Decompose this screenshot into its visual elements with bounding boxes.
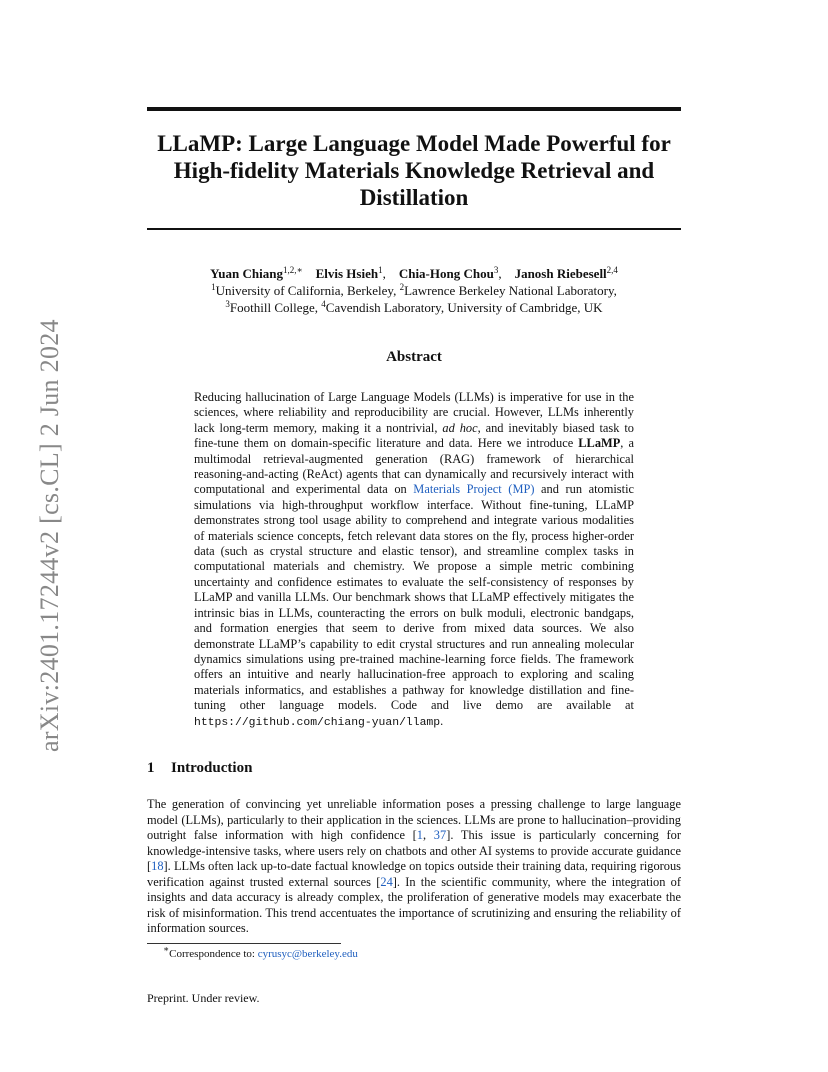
footnote-mark: ∗ [163, 944, 170, 954]
author-name: Janosh Riebesell [514, 266, 607, 281]
abstract-heading: Abstract [386, 349, 442, 365]
author-block [147, 265, 681, 316]
author-name: Yuan Chiang [210, 266, 283, 281]
affiliation-line-2: $^3$Foothill College, $^4$Cavendish Laboratory, University of Cambridge, UK [225, 299, 603, 315]
materials-project-link[interactable]: Materials Project (MP) [413, 482, 535, 497]
preprint-notice: Preprint. Under review. [147, 991, 260, 1005]
footnote: ∗Correspondence to: cyrusyc@berkeley.edu [163, 944, 358, 960]
paper-title [147, 130, 681, 211]
citation-link[interactable]: 24 [380, 874, 393, 889]
arxiv-sidebar-id: arXiv:2401.17244v2 [cs.CL] 2 Jun 2024 [35, 319, 64, 752]
email-link[interactable]: cyrusyc@berkeley.edu [257, 948, 358, 960]
title-line-1: LLaMP: Large Language Model Made Powerful for [157, 131, 671, 156]
footnote-rule [147, 943, 341, 944]
author-affil-sup: 1,2,∗ [282, 265, 303, 275]
citation-link[interactable]: 18 [151, 859, 164, 873]
abstract-body: Reducing hallucination of Large Language Models (LLMs) is imperative for use in the sciences, where reliability and reproducibility are crucial. However, LLMs inherently lack long-term memory, making it a nontrivial, ad hoc, and inevitably biased task to fine-tune them on domain-specific literature and data. Here we introduce LLaMP, a multimodal retrieval-augmented generation (RAG) framework of hierarchical reasoning-and-acting (ReAct) agents that can dynamically and recursively interact with computational and experimental data on Materials Project (MP) and run atomistic simulations via high-throughput workflow interface. Without fine-tuning, LLaMP demonstrates strong tool usage ability to comprehend and integrate various modalities of materials science concepts, fetch relevant data stores on the fly, process higher-order data (such as crystal structure and elastic tensor), and streamline complex tasks in computational materials and chemistry. We propose a simple metric combining uncertainty and confidence estimates to evaluate the self-consistency of responses by LLaMP and vanilla LLMs. Our benchmark shows that LLaMP effectively mitigates the intrinsic bias in LLMs, counteracting the errors on bulk moduli, electronic bandgaps, and formation energies that seem to derive from mixed data sources. We also demonstrate LLaMP’s capability to edit crystal structures and run annealing molecular dynamics simulations using pre-trained machine-learning force fields. The framework offers an intuitive and nearly hallucination-free approach to exploring and scaling materials informatics, and establishes a pathway for knowledge distillation and fine-tuning other language models. Code and live demo are available at https://github.com/chiang-yuan/llamp. [194, 390, 635, 729]
section-heading-introduction [147, 760, 252, 777]
author-affil-sup: 1 [378, 265, 383, 275]
citation-link[interactable]: 37 [433, 828, 447, 842]
citation-link[interactable]: 1 [416, 828, 423, 842]
title-line-3: Distillation [359, 185, 469, 210]
author-affil-sup: 3 [493, 265, 499, 275]
author-name: Chia-Hong Chou [398, 266, 494, 281]
title-bottom-rule [147, 228, 681, 230]
author-name: Elvis Hsieh [315, 266, 379, 281]
title-top-rule [147, 107, 681, 111]
title-line-2: High-fidelity Materials Knowledge Retrieval and [173, 158, 655, 183]
affiliation-line-1: $^1$University of California, Berkeley, $^2$Lawrence Berkeley National Laboratory, [211, 282, 617, 298]
section-number: 1 [147, 760, 155, 776]
introduction-paragraph: The generation of convincing yet unreliable information poses a pressing challenge to large language model (LLMs), particularly to their application in the sciences. LLMs are prone to hallucination–providing outright false information with high confidence [1, 37]. This issue is particularly concerning for knowledge-intensive tasks, where users rely on chatbots and other AI systems to provide accurate guidance [18]. LLMs often lack up-to-date factual knowledge on topics outside their training data, requiring rigorous verification against trusted external sources [24]. In the scientific community, where the integration of insights and data accuracy is already complex, the proliferation of generative models may exacerbate the risk of misinformation. This trend accentuates the importance of scrutinizing and ensuring the reliability of information sources. [147, 797, 682, 935]
author-affil-sup: 2,4 [606, 265, 618, 275]
github-repo-link[interactable]: https://github.com/chiang-yuan/llamp [194, 716, 441, 729]
section-title: Introduction [171, 760, 253, 776]
author-list: Yuan Chiang$^{1,2,∗}$ Elvis Hsieh$^1$, Chia-Hong Chou$^3$, Janosh Riebesell$^{2,4}$ [210, 265, 618, 281]
